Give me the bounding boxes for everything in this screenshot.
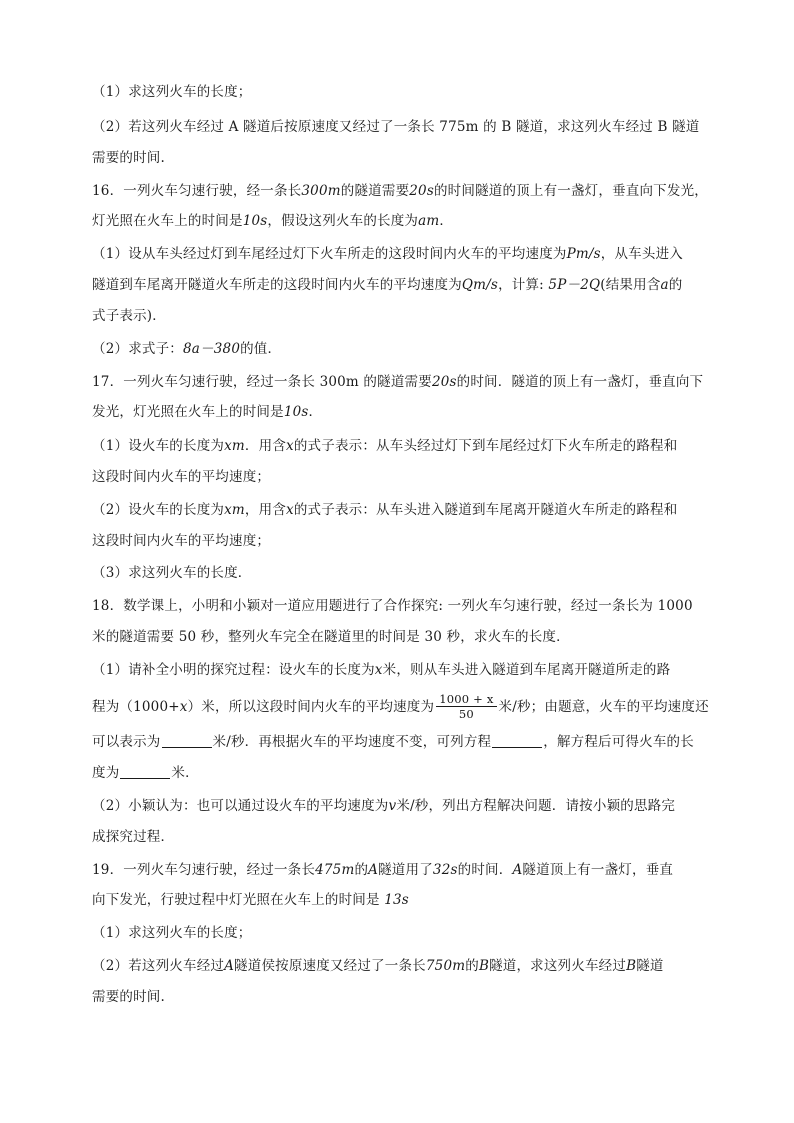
q18-part2-line1: （2）小颖认为：也可以通过设火车的平均速度为v米/秒，列出方程解决问题．请按小颖的思路完 xyxy=(92,798,676,814)
q16-part2: （2）求式子：8a－380的值． xyxy=(92,341,282,357)
q17-stem-line2: 发光，灯光照在火车上的时间是10s． xyxy=(92,404,323,420)
q17-part1-line1: （1）设火车的长度为xm．用含x的式子表示：从车头经过灯下到车尾经过灯下火车所走的路程和 xyxy=(92,438,678,454)
q18-part1-line2: 程为（1000+x）米，所以这段时间内火车的平均速度为 $\frac{1000 + x}{50}$ 米/秒；由题意，火车的平均速度还 xyxy=(92,692,709,721)
q19-part2-line2: 需要的时间. xyxy=(92,989,165,1005)
q15-part1: （1）求这列火车的长度； xyxy=(92,84,252,100)
fraction-numerator: 1000 + x xyxy=(436,692,496,707)
q15-part2-line1: （2）若这列火车经过 A 隧道后按原速度又经过了一条长 775m 的 B 隧道，求这列火车经过 B 隧道 xyxy=(92,119,700,135)
q17-part1-line2: 这段时间内火车的平均速度； xyxy=(92,469,271,485)
q17-part2-line1: （2）设火车的长度为xm，用含x的式子表示：从车头进入隧道到车尾离开隧道火车所走的路程和 xyxy=(92,502,678,518)
q19-part2-line1: （2）若这列火车经过A隧道侯按原速度又经过了一条长750m的B隧道，求这列火车经过B隧道 xyxy=(92,958,664,974)
fraction-denominator: 50 xyxy=(458,707,474,721)
q18-part1-line3: 可以表示为 米/秒．再根据火车的平均速度不变，可列方程 ，解方程后可得火车的长 xyxy=(92,734,694,750)
q17-stem-line1: 17．一列火车匀速行驶，经过一条长 300m 的隧道需要20s的时间．隧道的顶上有一盏灯，垂直向下 xyxy=(92,374,704,390)
q16-part1-line3: 式子表示)． xyxy=(92,308,166,324)
q19-stem-line2: 向下发光，行驶过程中灯光照在火车上的时间是 13s xyxy=(92,892,409,908)
answer-blank-1[interactable] xyxy=(162,733,212,748)
q18-part1-line1: （1）请补全小明的探究过程：设火车的长度为x米，则从车头进入隧道到车尾离开隧道所走的路 xyxy=(92,662,671,678)
q16-stem-line1: 16．一列火车匀速行驶，经一条长300m的隧道需要20s的时间隧道的顶上有一盏灯，垂直向下发光， xyxy=(92,183,708,199)
q18-stem-line2: 米的隧道需要 50 秒，整列火车完全在隧道里的时间是 30 秒，求火车的长度． xyxy=(92,629,570,645)
answer-blank-2[interactable] xyxy=(492,733,542,748)
q17-part3: （3）求这列火车的长度． xyxy=(92,565,252,581)
q19-part1: （1）求这列火车的长度； xyxy=(92,925,252,941)
q15-part2-line2: 需要的时间. xyxy=(92,150,165,166)
q16-part1-line1: （1）设从车头经过灯到车尾经过灯下火车所走的这段时间内火车的平均速度为Pm/s，从车头进入 xyxy=(92,246,683,262)
q16-stem-line2: 灯光照在火车上的时间是10s，假设这列火车的长度为am． xyxy=(92,213,454,229)
q19-stem-line1: 19．一列火车匀速行驶，经过一条长475m的A隧道用了32s的时间．A隧道顶上有一盏灯，垂直 xyxy=(92,862,674,878)
q18-stem-line1: 18．数学课上，小明和小颖对一道应用题进行了合作探究: 一列火车匀速行驶，经过一条长为 1000 xyxy=(92,598,693,614)
q16-part1-line2: 隧道到车尾离开隧道火车所走的这段时间内火车的平均速度为Qm/s，计算: 5P－2Q(结果用含a的 xyxy=(92,277,683,293)
q18-part1-line4: 度为 米． xyxy=(92,765,199,781)
q17-part2-line2: 这段时间内火车的平均速度； xyxy=(92,533,271,549)
answer-blank-3[interactable] xyxy=(120,764,170,779)
q18-part2-line2: 成探究过程． xyxy=(92,829,175,845)
speed-fraction xyxy=(436,692,496,721)
